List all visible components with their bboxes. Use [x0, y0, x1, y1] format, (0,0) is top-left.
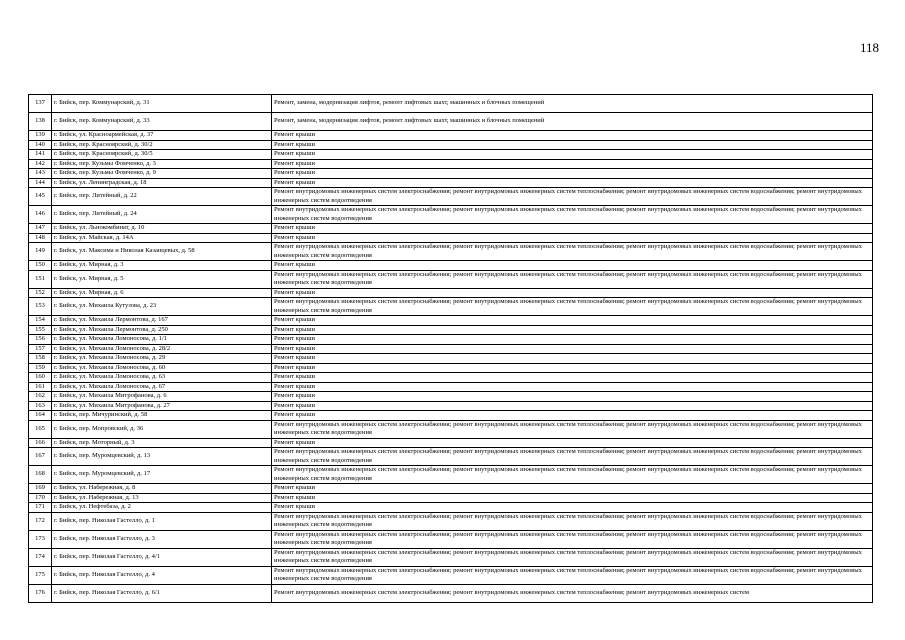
row-address: г. Бийск, ул. Михаила Митрофанова, д. 6: [52, 392, 272, 402]
row-address: г. Бийск, пер. Красноярский, д. 30/2: [52, 140, 272, 150]
table-row: [29, 548, 873, 566]
table-row: [29, 411, 873, 421]
row-address: г. Бийск, пер. Муромцевский, д. 17: [52, 466, 272, 484]
table-row: [29, 298, 873, 316]
row-work-type: Ремонт внутридомовых инженерных систем электроснабжения; ремонт внутридомовых инженерных систем теплоснабжения; ремонт внутридомовых инженерных систем водоснабжения; ремонт внутридомовых инженерных систем водоотведения: [272, 530, 873, 548]
row-address: г. Бийск, пер. Мопровский, д. 36: [52, 420, 272, 438]
row-work-type: Ремонт крыши: [272, 401, 873, 411]
table-row: [29, 159, 873, 169]
table-row: [29, 150, 873, 160]
row-work-type: Ремонт крыши: [272, 150, 873, 160]
row-number: 164: [29, 411, 52, 421]
row-number: 173: [29, 530, 52, 548]
row-work-type: Ремонт крыши: [272, 484, 873, 494]
row-address: г. Бийск, ул. Мирная, д. 5: [52, 270, 272, 288]
row-number: 174: [29, 548, 52, 566]
row-work-type: Ремонт крыши: [272, 493, 873, 503]
row-number: 175: [29, 566, 52, 584]
table-row: [29, 354, 873, 364]
row-number: 169: [29, 484, 52, 494]
row-address: г. Бийск, пер. Николая Гастелло, д. 3: [52, 530, 272, 548]
row-number: 158: [29, 354, 52, 364]
table-row: [29, 363, 873, 373]
row-number: 148: [29, 233, 52, 243]
row-number: 150: [29, 261, 52, 271]
row-work-type: Ремонт крыши: [272, 140, 873, 150]
row-address: г. Бийск, пер. Николая Гастелло, д. 4: [52, 566, 272, 584]
row-address: г. Бийск, пер. Моторный, д. 3: [52, 438, 272, 448]
table-row: [29, 503, 873, 513]
row-address: г. Бийск, ул. Набережная, д. 13: [52, 493, 272, 503]
row-number: 168: [29, 466, 52, 484]
row-work-type: Ремонт крыши: [272, 325, 873, 335]
row-number: 159: [29, 363, 52, 373]
table-row: [29, 178, 873, 188]
row-number: 140: [29, 140, 52, 150]
row-work-type: Ремонт крыши: [272, 224, 873, 234]
row-address: г. Бийск, ул. Нефтебаза, д. 2: [52, 503, 272, 513]
row-work-type: Ремонт внутридомовых инженерных систем электроснабжения; ремонт внутридомовых инженерных систем теплоснабжения; ремонт внутридомовых инженерных систем: [272, 584, 873, 602]
row-work-type: Ремонт крыши: [272, 335, 873, 345]
row-work-type: Ремонт внутридомовых инженерных систем электроснабжения; ремонт внутридомовых инженерных систем теплоснабжения; ремонт внутридомовых инженерных систем водоснабжения; ремонт внутридомовых инженерных систем водоотведения: [272, 206, 873, 224]
table-row: [29, 512, 873, 530]
row-address: г. Бийск, пер. Литейный, д. 22: [52, 188, 272, 206]
row-work-type: Ремонт крыши: [272, 178, 873, 188]
row-work-type: Ремонт внутридомовых инженерных систем электроснабжения; ремонт внутридомовых инженерных систем теплоснабжения; ремонт внутридомовых инженерных систем водоснабжения; ремонт внутридомовых инженерных систем водоотведения: [272, 548, 873, 566]
row-number: 143: [29, 169, 52, 179]
row-number: 138: [29, 113, 52, 131]
row-address: г. Бийск, ул. Мирная, д. 3: [52, 261, 272, 271]
table-row: [29, 401, 873, 411]
table-row: [29, 224, 873, 234]
table-row: [29, 493, 873, 503]
row-number: 161: [29, 382, 52, 392]
row-number: 139: [29, 131, 52, 141]
table-row: [29, 233, 873, 243]
table-row: [29, 95, 873, 113]
table-row: [29, 344, 873, 354]
row-address: г. Бийск, пер. Николая Гастелло, д. 6/1: [52, 584, 272, 602]
page-number: 118: [859, 40, 879, 55]
row-work-type: Ремонт крыши: [272, 373, 873, 383]
row-number: 156: [29, 335, 52, 345]
row-work-type: Ремонт крыши: [272, 354, 873, 364]
row-address: г. Бийск, ул. Михаила Митрофанова, д. 27: [52, 401, 272, 411]
row-number: 155: [29, 325, 52, 335]
row-address: г. Бийск, ул. Красноармейская, д. 37: [52, 131, 272, 141]
row-work-type: Ремонт внутридомовых инженерных систем электроснабжения; ремонт внутридомовых инженерных систем теплоснабжения; ремонт внутридомовых инженерных систем водоснабжения; ремонт внутридомовых инженерных систем водоотведения: [272, 566, 873, 584]
row-number: 144: [29, 178, 52, 188]
table-row: [29, 131, 873, 141]
row-number: 166: [29, 438, 52, 448]
row-work-type: Ремонт крыши: [272, 411, 873, 421]
row-address: г. Бийск, ул. Михаила Лермонтова, д. 250: [52, 325, 272, 335]
row-address: г. Бийск, ул. Ленинградская, д. 18: [52, 178, 272, 188]
table-row: [29, 466, 873, 484]
row-work-type: Ремонт крыши: [272, 169, 873, 179]
row-address: г. Бийск, пер. Кузьмы Фомченко, д. 3: [52, 159, 272, 169]
table-row: [29, 530, 873, 548]
row-number: 160: [29, 373, 52, 383]
row-work-type: Ремонт внутридомовых инженерных систем электроснабжения; ремонт внутридомовых инженерных систем теплоснабжения; ремонт внутридомовых инженерных систем водоснабжения; ремонт внутридомовых инженерных систем водоотведения: [272, 448, 873, 466]
row-address: г. Бийск, ул. Михаила Ломоносова, д. 29: [52, 354, 272, 364]
table-row: [29, 288, 873, 298]
table-body: [29, 95, 873, 603]
row-number: 167: [29, 448, 52, 466]
row-work-type: Ремонт, замена, модернизация лифтов, ремонт лифтовых шахт, машинных и блочных помещений: [272, 95, 873, 113]
row-address: г. Бийск, ул. Майская, д. 14А: [52, 233, 272, 243]
row-address: г. Бийск, ул. Михаила Лермонтова, д. 167: [52, 316, 272, 326]
row-address: г. Бийск, пер. Мичуринский, д. 58: [52, 411, 272, 421]
row-address: г. Бийск, ул. Мирная, д. 6: [52, 288, 272, 298]
row-work-type: Ремонт внутридомовых инженерных систем электроснабжения; ремонт внутридомовых инженерных систем теплоснабжения; ремонт внутридомовых инженерных систем водоснабжения; ремонт внутридомовых инженерных систем водоотведения: [272, 243, 873, 261]
table-row: [29, 270, 873, 288]
row-number: 153: [29, 298, 52, 316]
row-work-type: Ремонт крыши: [272, 261, 873, 271]
table-row: [29, 382, 873, 392]
row-work-type: Ремонт внутридомовых инженерных систем электроснабжения; ремонт внутридомовых инженерных систем теплоснабжения; ремонт внутридомовых инженерных систем водоснабжения; ремонт внутридомовых инженерных систем водоотведения: [272, 512, 873, 530]
table-row: [29, 438, 873, 448]
row-address: г. Бийск, ул. Максима и Николая Казанцевых, д. 58: [52, 243, 272, 261]
row-work-type: Ремонт внутридомовых инженерных систем электроснабжения; ремонт внутридомовых инженерных систем теплоснабжения; ремонт внутридомовых инженерных систем водоснабжения; ремонт внутридомовых инженерных систем водоотведения: [272, 270, 873, 288]
row-address: г. Бийск, пер. Николая Гастелло, д. 1: [52, 512, 272, 530]
row-address: г. Бийск, ул. Михаила Ломоносова, д. 60: [52, 363, 272, 373]
row-address: г. Бийск, пер. Коммунарский, д. 33: [52, 113, 272, 131]
row-work-type: Ремонт крыши: [272, 288, 873, 298]
row-number: 142: [29, 159, 52, 169]
row-work-type: Ремонт, замена, модернизация лифтов, ремонт лифтовых шахт, машинных и блочных помещений: [272, 113, 873, 131]
row-address: г. Бийск, пер. Муромцевский, д. 13: [52, 448, 272, 466]
row-address: г. Бийск, пер. Коммунарский, д. 31: [52, 95, 272, 113]
table-row: [29, 316, 873, 326]
table-row: [29, 420, 873, 438]
row-number: 162: [29, 392, 52, 402]
row-work-type: Ремонт крыши: [272, 131, 873, 141]
row-number: 147: [29, 224, 52, 234]
row-work-type: Ремонт крыши: [272, 392, 873, 402]
table-row: [29, 566, 873, 584]
table-row: [29, 584, 873, 602]
table-row: [29, 188, 873, 206]
table-row: [29, 140, 873, 150]
table-row: [29, 113, 873, 131]
row-number: 145: [29, 188, 52, 206]
row-address: г. Бийск, ул. Льнокомбинат, д. 10: [52, 224, 272, 234]
table-row: [29, 261, 873, 271]
row-number: 157: [29, 344, 52, 354]
row-number: 165: [29, 420, 52, 438]
row-number: 151: [29, 270, 52, 288]
row-work-type: Ремонт крыши: [272, 233, 873, 243]
row-number: 172: [29, 512, 52, 530]
row-number: 171: [29, 503, 52, 513]
row-address: г. Бийск, пер. Красноярский, д. 30/5: [52, 150, 272, 160]
row-number: 176: [29, 584, 52, 602]
row-number: 154: [29, 316, 52, 326]
row-work-type: Ремонт крыши: [272, 159, 873, 169]
row-number: 149: [29, 243, 52, 261]
table-row: [29, 206, 873, 224]
row-address: г. Бийск, ул. Михаила Ломоносова, д. 67: [52, 382, 272, 392]
row-address: г. Бийск, ул. Михаила Ломоносова, д. 63: [52, 373, 272, 383]
row-work-type: Ремонт крыши: [272, 503, 873, 513]
row-number: 163: [29, 401, 52, 411]
row-number: 170: [29, 493, 52, 503]
row-number: 146: [29, 206, 52, 224]
table-row: [29, 448, 873, 466]
table-row: [29, 243, 873, 261]
table-row: [29, 373, 873, 383]
table-row: [29, 484, 873, 494]
row-work-type: Ремонт внутридомовых инженерных систем электроснабжения; ремонт внутридомовых инженерных систем теплоснабжения; ремонт внутридомовых инженерных систем водоснабжения; ремонт внутридомовых инженерных систем водоотведения: [272, 466, 873, 484]
row-work-type: Ремонт внутридомовых инженерных систем электроснабжения; ремонт внутридомовых инженерных систем теплоснабжения; ремонт внутридомовых инженерных систем водоснабжения; ремонт внутридомовых инженерных систем водоотведения: [272, 420, 873, 438]
table-row: [29, 325, 873, 335]
repair-registry-table: [28, 94, 873, 603]
row-work-type: Ремонт крыши: [272, 316, 873, 326]
row-address: г. Бийск, пер. Николая Гастелло, д. 4/1: [52, 548, 272, 566]
row-address: г. Бийск, пер. Кузьмы Фомченко, д. 9: [52, 169, 272, 179]
table-row: [29, 335, 873, 345]
row-work-type: Ремонт крыши: [272, 363, 873, 373]
row-address: г. Бийск, ул. Михаила Кутузова, д. 23: [52, 298, 272, 316]
table-row: [29, 169, 873, 179]
row-address: г. Бийск, ул. Михаила Ломоносова, д. 1/1: [52, 335, 272, 345]
row-work-type: Ремонт внутридомовых инженерных систем электроснабжения; ремонт внутридомовых инженерных систем теплоснабжения; ремонт внутридомовых инженерных систем водоснабжения; ремонт внутридомовых инженерных систем водоотведения: [272, 188, 873, 206]
row-address: г. Бийск, пер. Литейный, д. 24: [52, 206, 272, 224]
row-number: 141: [29, 150, 52, 160]
row-number: 137: [29, 95, 52, 113]
row-work-type: Ремонт внутридомовых инженерных систем электроснабжения; ремонт внутридомовых инженерных систем теплоснабжения; ремонт внутридомовых инженерных систем водоснабжения; ремонт внутридомовых инженерных систем водоотведения: [272, 298, 873, 316]
row-address: г. Бийск, ул. Набережная, д. 8: [52, 484, 272, 494]
row-work-type: Ремонт крыши: [272, 438, 873, 448]
row-number: 152: [29, 288, 52, 298]
row-work-type: Ремонт крыши: [272, 344, 873, 354]
row-address: г. Бийск, ул. Михаила Ломоносова, д. 28/2: [52, 344, 272, 354]
row-work-type: Ремонт крыши: [272, 382, 873, 392]
table-row: [29, 392, 873, 402]
